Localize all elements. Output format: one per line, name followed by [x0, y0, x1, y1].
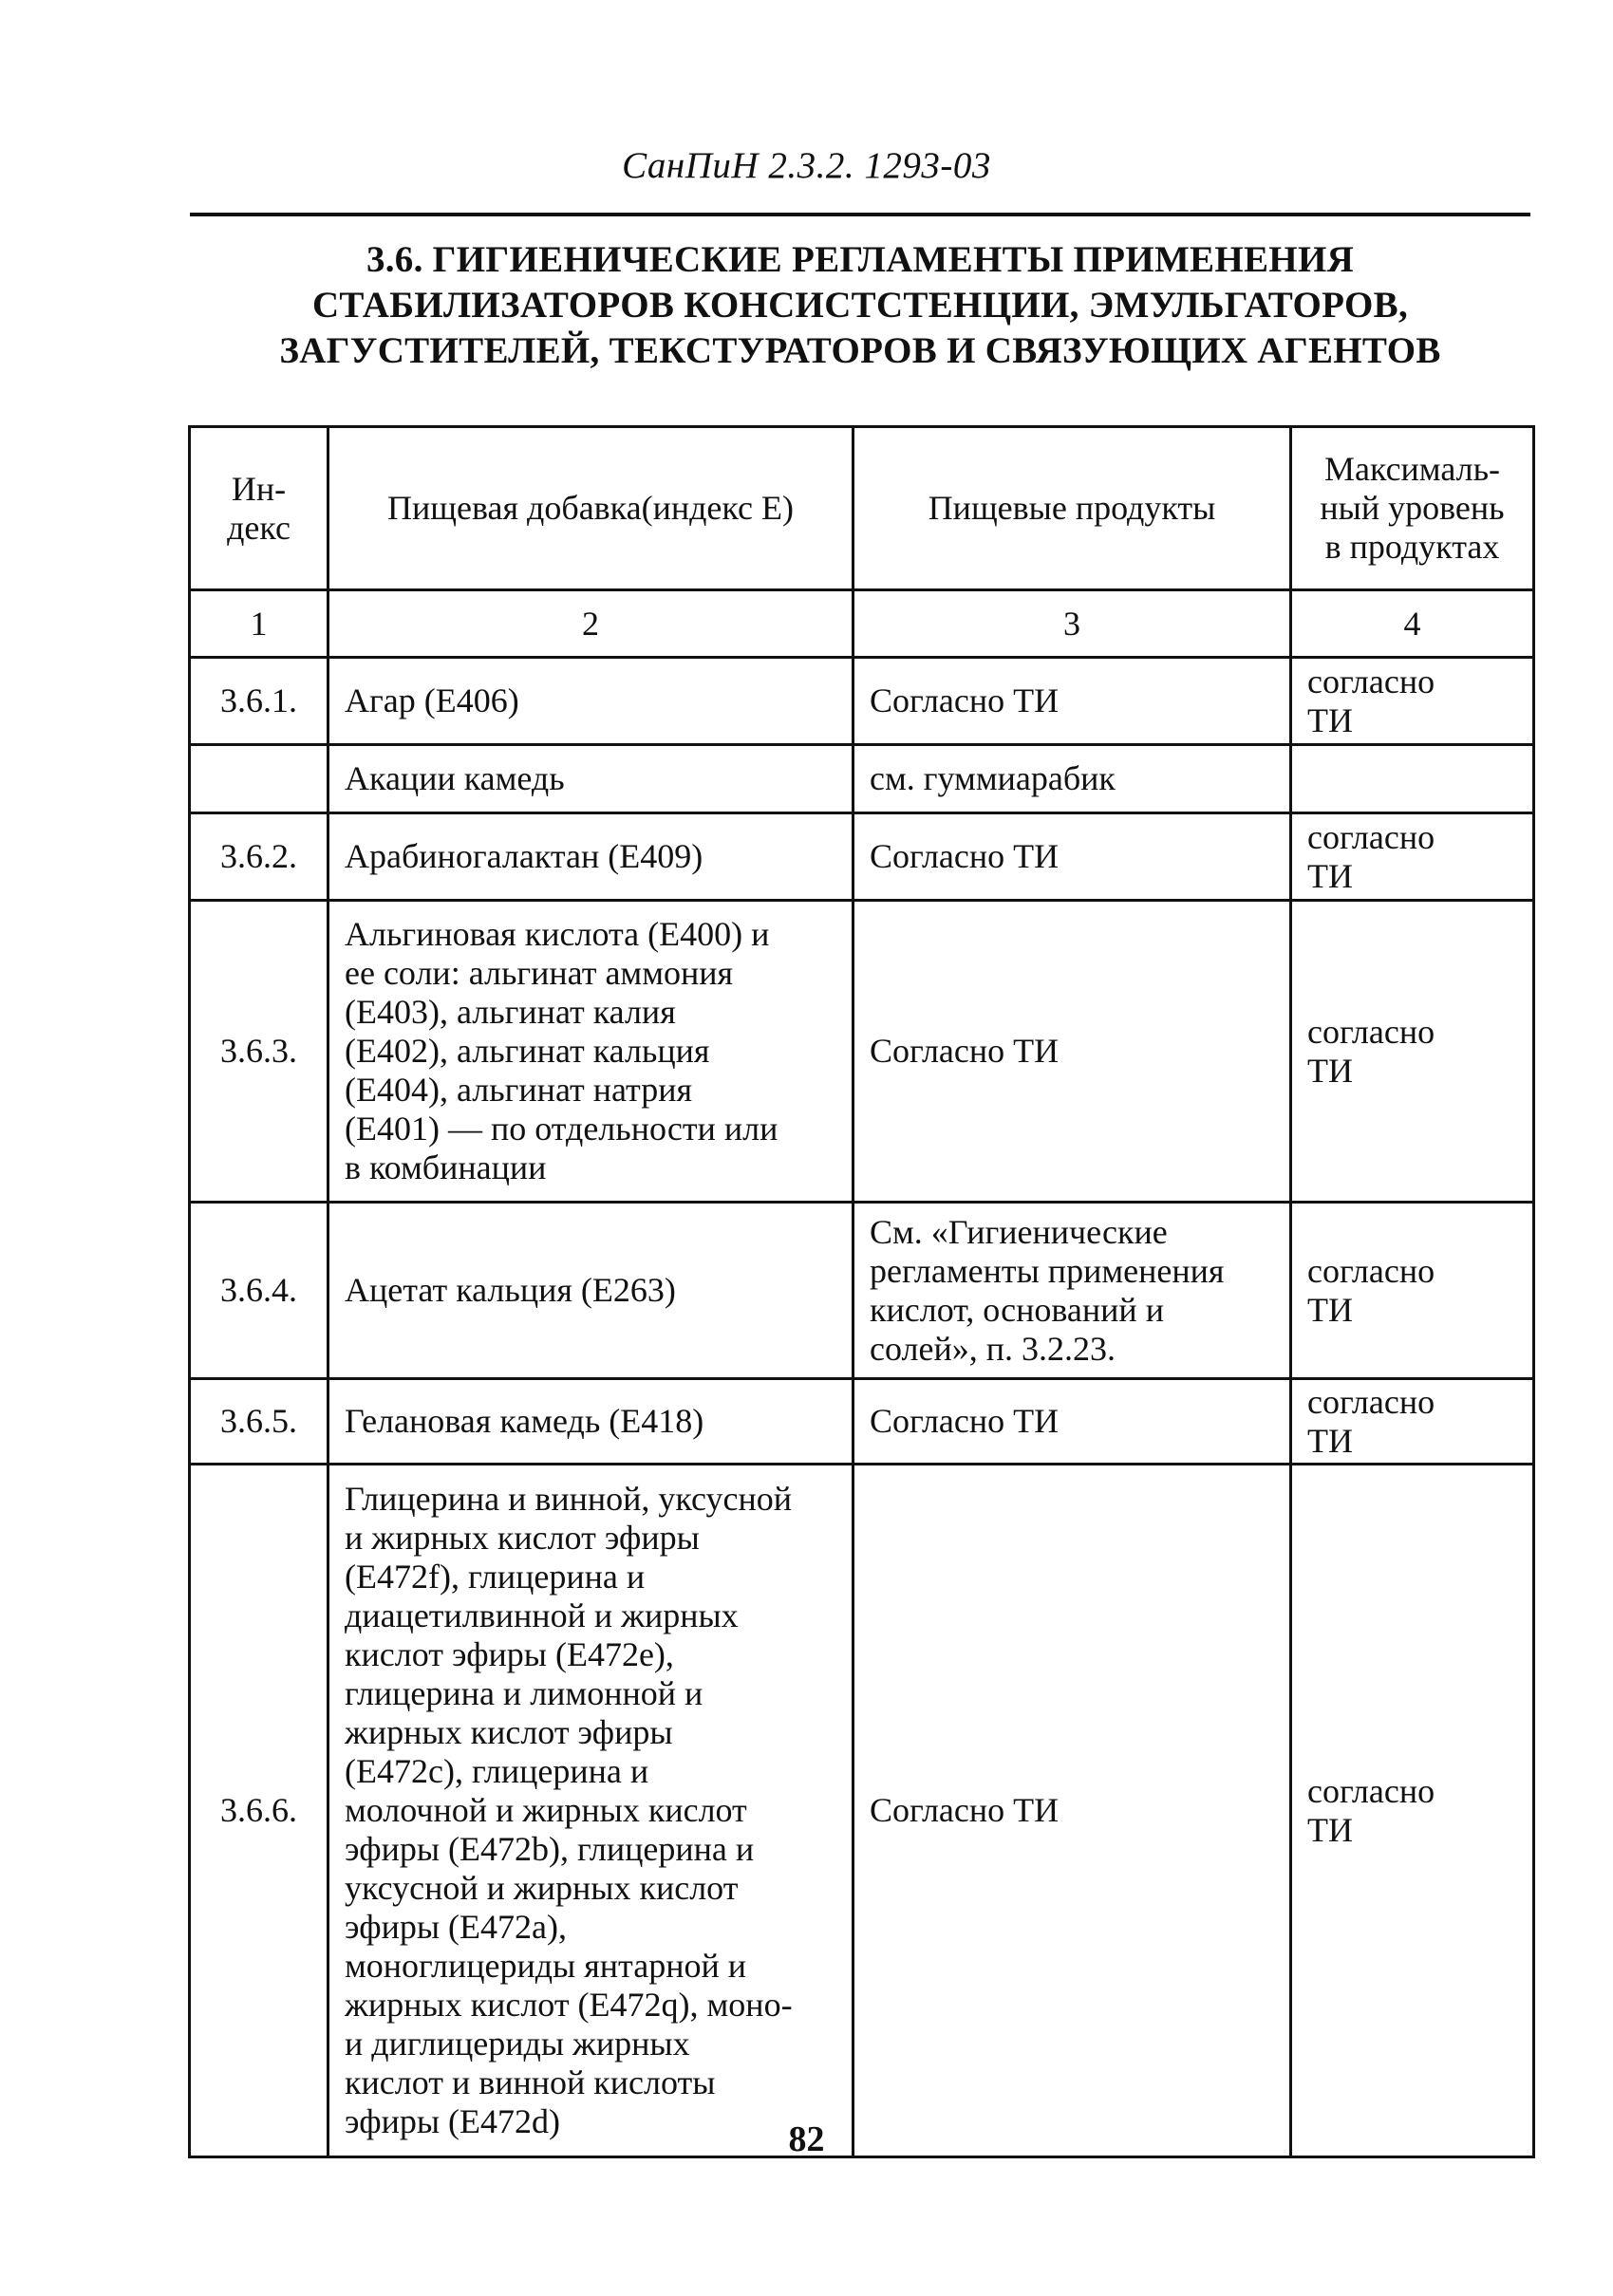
- row-additive-line: Глицерина и винной, уксусной: [345, 1480, 793, 1518]
- header-max-level-line: в продуктах: [1324, 528, 1500, 566]
- header-index-line: декс: [227, 508, 291, 547]
- row-products: [853, 813, 1291, 901]
- row-additive-line: в комбинации: [345, 1148, 547, 1186]
- table-row: [190, 1379, 1534, 1465]
- row-additive-line: глицерина и лимонной и: [345, 1674, 703, 1712]
- table-row: [190, 745, 1534, 813]
- header-max-level: [1291, 427, 1534, 590]
- row-max-level: [1291, 1465, 1534, 2157]
- section-title-line: 3.6. ГИГИЕНИЧЕСКИЕ РЕГЛАМЕНТЫ ПРИМЕНЕНИЯ: [366, 239, 1355, 280]
- row-additive-line: Акации камедь: [345, 759, 565, 797]
- row-max-level-line: ТИ: [1307, 1290, 1353, 1329]
- document-header-title: СанПиН 2.3.2. 1293-03: [622, 145, 991, 186]
- table-row: [190, 658, 1534, 745]
- row-products-line: солей», п. 3.2.23.: [870, 1329, 1116, 1368]
- row-additive-line: Альгиновая кислота (Е400) и: [345, 915, 770, 953]
- row-additive-line: Арабиногалактан (Е409): [345, 837, 703, 875]
- row-max-level-line: ТИ: [1307, 1051, 1353, 1090]
- column-number: 2: [328, 590, 853, 658]
- row-index: 3.6.2.: [190, 813, 328, 901]
- row-additive-line: (Е472f), глицерина и: [345, 1558, 646, 1596]
- row-max-level-line: согласно: [1307, 1771, 1435, 1810]
- row-additive-line: Ацетат кальция (Е263): [345, 1271, 676, 1309]
- row-additive-line: кислот и винной кислоты: [345, 2063, 716, 2101]
- table-row: [190, 1465, 1534, 2157]
- table-row: [190, 901, 1534, 1203]
- row-additive-line: эфиры (Е472а),: [345, 1908, 567, 1946]
- header-max-level-line: ный уровень: [1320, 489, 1505, 527]
- row-additive: [328, 658, 853, 745]
- row-products-line: Согласно ТИ: [870, 1032, 1060, 1070]
- header-index-line: Ин-: [231, 469, 287, 508]
- row-additive-line: моноглицериды янтарной и: [345, 1947, 746, 1985]
- row-additive-line: (Е404), альгинат натрия: [345, 1071, 693, 1109]
- section-title-line: ЗАГУСТИТЕЛЕЙ, ТЕКСТУРАТОРОВ И СВЯЗУЮЩИХ АГЕНТОВ: [279, 330, 1441, 371]
- row-index: [190, 745, 328, 813]
- row-index: 3.6.6.: [190, 1465, 328, 2157]
- row-max-level: [1291, 901, 1534, 1203]
- row-max-level-line: ТИ: [1307, 1810, 1353, 1849]
- row-additive-line: уксусной и жирных кислот: [345, 1869, 739, 1907]
- row-additive-line: жирных кислот эфиры: [345, 1713, 673, 1751]
- header-additive: Пищевая добавка(индекс Е): [328, 427, 853, 590]
- row-products: [853, 1379, 1291, 1465]
- row-products-line: Согласно ТИ: [870, 1791, 1060, 1829]
- row-additive-line: (Е403), альгинат калия: [345, 993, 676, 1031]
- section-title-line: СТАБИЛИЗАТОРОВ КОНСИСТСТЕНЦИИ, ЭМУЛЬГАТОРОВ,: [311, 285, 1409, 326]
- row-products-line: см. гуммиарабик: [870, 759, 1116, 797]
- page-number: 82: [788, 2119, 825, 2159]
- regulations-table: [188, 425, 1535, 2158]
- row-products: [853, 658, 1291, 745]
- row-additive-line: кислот эфиры (Е472е),: [345, 1635, 674, 1673]
- table-header-row: [190, 427, 1534, 590]
- row-additive-line: жирных кислот (Е472q), моно-: [345, 1986, 793, 2024]
- row-index: 3.6.1.: [190, 658, 328, 745]
- row-max-level: [1291, 1203, 1534, 1379]
- row-index: 3.6.5.: [190, 1379, 328, 1465]
- row-products: [853, 901, 1291, 1203]
- row-products: [853, 745, 1291, 813]
- row-additive: [328, 1203, 853, 1379]
- row-additive-line: ее соли: альгинат аммония: [345, 954, 734, 992]
- row-max-level: [1291, 813, 1534, 901]
- column-number-row: [190, 590, 1534, 658]
- row-products-line: кислот, оснований и: [870, 1290, 1164, 1329]
- row-additive-line: (Е401) — по отдельности или: [345, 1110, 778, 1148]
- row-products-line: См. «Гигиенические: [870, 1212, 1168, 1251]
- row-index: 3.6.4.: [190, 1203, 328, 1379]
- row-max-level-line: согласно: [1307, 1012, 1435, 1051]
- row-max-level-line: согласно: [1307, 817, 1435, 856]
- header-products: Пищевые продукты: [853, 427, 1291, 590]
- row-additive-line: (Е472с), глицерина и: [345, 1752, 649, 1790]
- column-number: 3: [853, 590, 1291, 658]
- row-additive: [328, 1379, 853, 1465]
- row-additive: [328, 745, 853, 813]
- column-number: 1: [190, 590, 328, 658]
- header-max-level-line: Максималь-: [1323, 450, 1501, 488]
- row-additive: [328, 813, 853, 901]
- row-max-level-line: ТИ: [1307, 856, 1353, 895]
- row-additive: [328, 1465, 853, 2157]
- row-max-level-line: ТИ: [1307, 700, 1353, 739]
- header-divider: [190, 213, 1530, 216]
- header-index: [190, 427, 328, 590]
- row-max-level-line: согласно: [1307, 1382, 1435, 1421]
- row-max-level-line: ТИ: [1307, 1421, 1353, 1460]
- row-products-line: Согласно ТИ: [870, 681, 1060, 719]
- row-max-level: [1291, 745, 1534, 813]
- row-additive-line: Агар (Е406): [345, 681, 519, 719]
- row-additive: [328, 901, 853, 1203]
- section-title: [190, 237, 1530, 374]
- row-additive-line: молочной и жирных кислот: [345, 1791, 747, 1829]
- row-additive-line: (Е402), альгинат кальция: [345, 1032, 710, 1070]
- row-products: [853, 1465, 1291, 2157]
- row-max-level: [1291, 658, 1534, 745]
- table-row: [190, 1203, 1534, 1379]
- row-products-line: Согласно ТИ: [870, 837, 1060, 875]
- row-additive-line: и диглицериды жирных: [345, 2025, 690, 2063]
- row-additive-line: эфиры (Е472d): [345, 2102, 560, 2140]
- row-max-level-line: согласно: [1307, 1251, 1435, 1290]
- row-max-level-line: согласно: [1307, 662, 1435, 700]
- table-body: [190, 658, 1534, 2157]
- row-products-line: Согласно ТИ: [870, 1402, 1060, 1440]
- row-additive-line: и жирных кислот эфиры: [345, 1519, 700, 1557]
- row-index: 3.6.3.: [190, 901, 328, 1203]
- column-number: 4: [1291, 590, 1534, 658]
- row-additive-line: Гелановая камедь (Е418): [345, 1402, 704, 1440]
- table-row: [190, 813, 1534, 901]
- row-max-level: [1291, 1379, 1534, 1465]
- row-additive-line: эфиры (Е472b), глицерина и: [345, 1830, 755, 1868]
- row-products: [853, 1203, 1291, 1379]
- row-products-line: регламенты применения: [870, 1251, 1225, 1290]
- row-additive-line: диацетилвинной и жирных: [345, 1596, 739, 1634]
